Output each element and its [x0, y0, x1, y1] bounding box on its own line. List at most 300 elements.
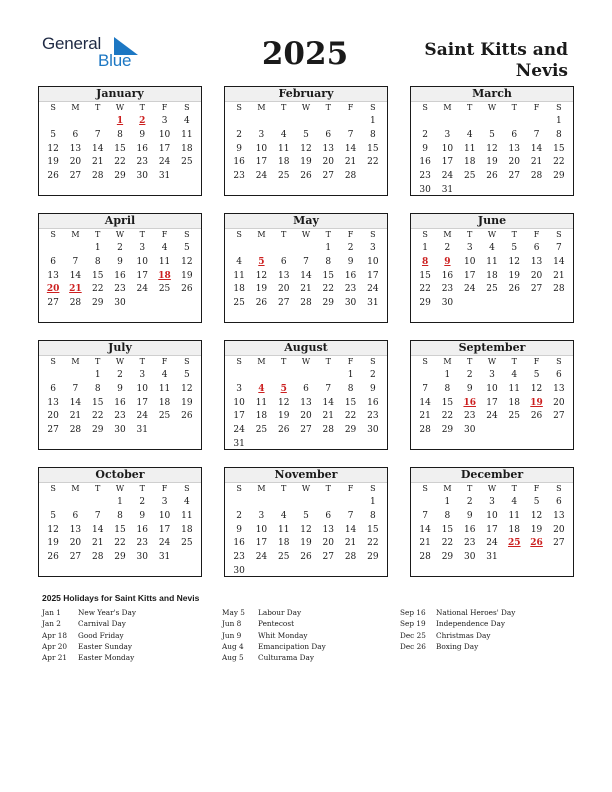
day-cell: 18 — [255, 411, 268, 422]
day-cell: 24 — [158, 157, 171, 168]
day-cell: 14 — [530, 143, 543, 154]
day-cell: 26 — [486, 171, 498, 182]
empty-day-cell — [459, 115, 481, 129]
holiday-day-cell: 25 — [508, 538, 521, 549]
empty-day-cell — [42, 115, 64, 129]
day-cell: 5 — [533, 497, 540, 507]
holiday-date: Jun 8 — [222, 619, 242, 629]
day-cell: 12 — [508, 256, 520, 267]
day-cell: 10 — [463, 256, 476, 267]
day-cell: 3 — [258, 129, 265, 140]
weekday-label: T — [467, 484, 473, 493]
empty-day-cell — [414, 496, 436, 510]
day-cell: 15 — [419, 270, 431, 281]
empty-day-cell — [525, 115, 547, 129]
day-cell: 4 — [183, 116, 190, 126]
day-cell: 1 — [444, 497, 451, 507]
day-cell: 30 — [136, 552, 148, 563]
day-cell: 5 — [303, 510, 309, 521]
weekday-label: W — [115, 357, 125, 366]
day-cell: 14 — [91, 524, 104, 535]
day-cell: 19 — [181, 270, 193, 281]
holiday-entry — [42, 607, 136, 618]
weekday-label: F — [161, 103, 168, 112]
day-cell: 30 — [114, 425, 126, 436]
day-cell: 19 — [300, 538, 312, 549]
day-cell: 15 — [114, 143, 126, 154]
day-cell: 1 — [94, 370, 101, 380]
weekday-label: S — [184, 484, 190, 493]
day-cell: 23 — [233, 171, 245, 182]
day-cell: 19 — [47, 538, 59, 549]
weekday-label: M — [71, 357, 80, 366]
day-cell: 4 — [280, 510, 287, 521]
day-cell: 16 — [344, 270, 357, 281]
weekday-label: S — [422, 484, 428, 493]
day-cell: 14 — [419, 397, 431, 408]
logo-text-blue: Blue — [98, 51, 132, 70]
weekday-label: W — [487, 484, 497, 493]
day-cell: 22 — [419, 284, 431, 295]
day-cell: 4 — [183, 497, 190, 507]
day-cell: 26 — [508, 284, 520, 295]
weekday-header — [225, 102, 387, 114]
weekday-label: T — [281, 484, 287, 493]
day-cell: 27 — [530, 284, 543, 295]
holiday-entry — [42, 652, 136, 663]
weekday-label: M — [443, 357, 452, 366]
day-cell: 21 — [419, 538, 431, 549]
day-cell: 1 — [117, 497, 123, 507]
day-cell: 24 — [158, 538, 171, 549]
day-cell: 9 — [347, 256, 354, 267]
weekday-label: T — [281, 103, 287, 112]
day-cell: 10 — [233, 397, 245, 408]
day-cell: 16 — [233, 538, 245, 549]
day-cell: 20 — [508, 157, 520, 168]
day-cell: 10 — [136, 383, 148, 394]
day-cell: 8 — [325, 256, 332, 267]
weekday-label: S — [184, 103, 190, 112]
day-cell: 6 — [280, 256, 287, 267]
day-cell: 13 — [69, 524, 82, 535]
holiday-column — [42, 607, 136, 663]
day-cell: 4 — [466, 129, 473, 140]
day-cell: 19 — [486, 157, 498, 168]
day-cell: 4 — [489, 243, 495, 253]
day-cell: 10 — [486, 383, 498, 394]
day-cell: 18 — [158, 397, 171, 408]
weekday-label: S — [556, 484, 562, 493]
day-cell: 8 — [369, 510, 376, 521]
weekday-label: T — [511, 484, 517, 493]
day-cell: 17 — [136, 270, 148, 281]
empty-day-cell — [42, 369, 64, 383]
weekday-label: T — [139, 357, 145, 366]
day-cell: 1 — [444, 370, 451, 380]
day-cell: 21 — [91, 538, 104, 549]
empty-day-cell — [339, 115, 361, 129]
day-cell: 1 — [422, 243, 428, 253]
weekday-header — [411, 229, 573, 241]
day-cell: 6 — [325, 129, 332, 140]
holiday-date: Apr 18 — [42, 630, 68, 640]
day-cell: 8 — [117, 129, 123, 140]
day-cell: 4 — [511, 497, 518, 507]
day-cell: 23 — [441, 284, 454, 295]
empty-day-cell — [273, 115, 295, 129]
day-cell: 22 — [114, 538, 126, 549]
weekday-label: T — [325, 230, 331, 239]
day-cell: 27 — [508, 171, 520, 182]
weekday-label: M — [257, 230, 266, 239]
day-cell: 13 — [553, 510, 565, 521]
month-september — [410, 340, 574, 450]
day-cell: 19 — [47, 157, 59, 168]
country-name: Saint Kitts and Nevis — [424, 40, 568, 81]
day-cell: 24 — [136, 411, 148, 422]
day-cell: 22 — [91, 411, 104, 422]
month-june — [410, 213, 574, 323]
day-cell: 27 — [322, 171, 334, 182]
day-grid — [39, 495, 201, 565]
holiday-entry — [42, 618, 136, 629]
day-cell: 21 — [322, 411, 334, 422]
day-cell: 29 — [114, 552, 126, 563]
day-cell: 26 — [277, 425, 290, 436]
day-cell: 26 — [181, 411, 193, 422]
day-cell: 11 — [508, 383, 520, 394]
day-cell: 24 — [486, 411, 498, 422]
page-title-year: 2025 — [261, 36, 349, 72]
day-cell: 19 — [530, 524, 543, 535]
holiday-day-cell: 2 — [139, 116, 146, 126]
day-cell: 7 — [94, 129, 101, 140]
day-cell: 9 — [466, 510, 473, 521]
day-cell: 14 — [344, 524, 357, 535]
weekday-label: S — [370, 230, 376, 239]
month-name: July — [39, 341, 201, 356]
weekday-label: W — [487, 103, 497, 112]
day-cell: 29 — [91, 298, 104, 309]
day-cell: 4 — [280, 129, 287, 140]
weekday-label: T — [95, 103, 101, 112]
day-cell: 1 — [325, 243, 332, 253]
day-cell: 24 — [136, 284, 148, 295]
weekday-label: M — [257, 103, 266, 112]
day-cell: 3 — [161, 497, 168, 507]
day-cell: 2 — [466, 370, 473, 380]
day-cell: 16 — [463, 524, 476, 535]
empty-day-cell — [64, 496, 86, 510]
weekday-label: W — [115, 230, 125, 239]
empty-day-cell — [414, 115, 436, 129]
weekday-label: W — [115, 103, 125, 112]
day-cell: 16 — [136, 524, 148, 535]
day-cell: 2 — [117, 243, 123, 253]
day-cell: 11 — [277, 524, 290, 535]
holiday-name: New Year's Day — [78, 608, 137, 617]
day-grid — [225, 495, 387, 579]
day-cell: 11 — [158, 383, 171, 394]
day-cell: 18 — [508, 397, 520, 408]
day-cell: 7 — [325, 383, 332, 394]
day-cell: 14 — [553, 256, 565, 267]
day-cell: 11 — [233, 270, 245, 281]
month-april — [38, 213, 202, 323]
day-cell: 14 — [419, 524, 431, 535]
day-cell: 7 — [347, 510, 354, 521]
day-cell: 12 — [530, 383, 543, 394]
holiday-day-cell: 26 — [530, 538, 543, 549]
day-cell: 17 — [255, 157, 268, 168]
day-cell: 12 — [47, 524, 59, 535]
weekday-label: T — [325, 357, 331, 366]
holiday-entry — [400, 630, 515, 641]
weekday-label: T — [139, 103, 145, 112]
day-cell: 28 — [69, 425, 82, 436]
day-cell: 9 — [139, 510, 146, 521]
month-name: October — [39, 468, 201, 483]
day-cell: 7 — [347, 129, 354, 140]
day-cell: 16 — [114, 270, 126, 281]
day-cell: 22 — [91, 284, 104, 295]
day-cell: 10 — [158, 510, 171, 521]
day-cell: 6 — [555, 370, 562, 380]
day-cell: 8 — [117, 510, 123, 521]
day-cell: 5 — [50, 510, 56, 521]
day-cell: 11 — [277, 143, 290, 154]
day-cell: 26 — [300, 171, 312, 182]
day-cell: 12 — [255, 270, 268, 281]
day-cell: 13 — [69, 143, 82, 154]
weekday-label: T — [281, 230, 287, 239]
day-cell: 24 — [441, 171, 454, 182]
month-october — [38, 467, 202, 577]
day-cell: 28 — [69, 298, 82, 309]
holiday-entry — [400, 641, 515, 652]
day-cell: 15 — [91, 270, 104, 281]
day-cell: 31 — [233, 438, 245, 449]
day-cell: 16 — [419, 157, 431, 168]
day-cell: 21 — [300, 284, 312, 295]
day-cell: 12 — [530, 510, 543, 521]
day-cell: 22 — [114, 157, 126, 168]
holiday-day-cell: 5 — [258, 256, 265, 267]
day-cell: 13 — [508, 143, 520, 154]
day-cell: 13 — [322, 524, 334, 535]
day-cell: 8 — [347, 383, 354, 394]
empty-day-cell — [87, 496, 109, 510]
holiday-date: Jan 1 — [42, 608, 61, 617]
day-cell: 8 — [94, 383, 101, 394]
day-cell: 3 — [466, 243, 473, 253]
day-cell: 29 — [322, 298, 334, 309]
weekday-label: T — [511, 230, 517, 239]
empty-day-cell — [64, 369, 86, 383]
day-cell: 2 — [236, 129, 242, 140]
holiday-name: Christmas Day — [436, 630, 491, 640]
weekday-label: S — [236, 484, 242, 493]
day-cell: 20 — [530, 270, 543, 281]
day-cell: 15 — [367, 524, 379, 535]
day-cell: 28 — [553, 284, 565, 295]
day-cell: 22 — [367, 157, 379, 168]
day-grid — [225, 241, 387, 311]
day-cell: 8 — [555, 129, 562, 140]
holiday-name: Good Friday — [78, 630, 124, 640]
day-cell: 13 — [277, 270, 290, 281]
day-cell: 10 — [158, 129, 171, 140]
day-cell: 22 — [441, 411, 454, 422]
weekday-label: T — [325, 103, 331, 112]
day-cell: 15 — [114, 524, 126, 535]
weekday-label: W — [301, 103, 311, 112]
holiday-day-cell: 5 — [280, 383, 287, 394]
day-cell: 28 — [419, 552, 431, 563]
day-cell: 4 — [161, 243, 168, 253]
month-name: September — [411, 341, 573, 356]
day-cell: 31 — [441, 184, 454, 195]
day-cell: 29 — [441, 552, 454, 563]
holiday-date: Sep 16 — [400, 608, 426, 617]
day-cell: 24 — [463, 284, 476, 295]
weekday-label: T — [139, 230, 145, 239]
day-cell: 18 — [277, 157, 290, 168]
month-name: November — [225, 468, 387, 483]
day-grid — [39, 241, 201, 311]
month-name: March — [411, 87, 573, 102]
holiday-date: Jun 9 — [222, 630, 242, 640]
day-cell: 6 — [303, 383, 309, 394]
weekday-label: F — [161, 484, 168, 493]
holiday-day-cell: 9 — [444, 256, 451, 267]
day-cell: 23 — [367, 411, 379, 422]
day-cell: 4 — [236, 256, 242, 267]
day-cell: 12 — [181, 383, 193, 394]
empty-day-cell — [228, 496, 250, 510]
day-cell: 3 — [258, 510, 265, 521]
day-cell: 1 — [369, 116, 376, 126]
day-cell: 29 — [114, 171, 126, 182]
day-cell: 23 — [463, 538, 476, 549]
day-cell: 15 — [322, 270, 334, 281]
holiday-entry — [400, 607, 515, 618]
day-cell: 29 — [91, 425, 104, 436]
day-cell: 10 — [486, 510, 498, 521]
day-cell: 29 — [441, 425, 454, 436]
weekday-label: S — [236, 357, 242, 366]
holiday-entry — [222, 607, 326, 618]
day-cell: 3 — [444, 129, 451, 140]
day-cell: 6 — [72, 510, 79, 521]
day-cell: 2 — [117, 370, 123, 380]
day-cell: 6 — [72, 129, 79, 140]
day-cell: 20 — [277, 284, 290, 295]
empty-day-cell — [64, 242, 86, 256]
empty-day-cell — [250, 496, 272, 510]
day-cell: 18 — [181, 524, 193, 535]
day-cell: 14 — [300, 270, 312, 281]
day-cell: 29 — [344, 425, 357, 436]
day-cell: 7 — [555, 243, 562, 253]
weekday-label: S — [370, 484, 376, 493]
day-cell: 17 — [233, 411, 245, 422]
holiday-name: Labour Day — [258, 608, 302, 617]
day-cell: 26 — [300, 552, 312, 563]
day-cell: 29 — [419, 298, 431, 309]
day-cell: 14 — [344, 143, 357, 154]
weekday-header — [411, 483, 573, 495]
day-cell: 7 — [72, 383, 79, 394]
empty-day-cell — [503, 115, 525, 129]
weekday-label: M — [71, 484, 80, 493]
day-cell: 17 — [158, 143, 171, 154]
day-cell: 20 — [322, 157, 334, 168]
day-cell: 7 — [94, 510, 101, 521]
day-cell: 28 — [344, 171, 357, 182]
weekday-label: F — [347, 103, 354, 112]
weekday-header — [39, 483, 201, 495]
day-cell: 22 — [367, 538, 379, 549]
day-cell: 27 — [300, 425, 312, 436]
day-cell: 18 — [277, 538, 290, 549]
weekday-label: F — [347, 230, 354, 239]
weekday-label: T — [511, 357, 517, 366]
holiday-entry — [222, 630, 326, 641]
day-cell: 2 — [422, 129, 428, 140]
day-cell: 27 — [69, 552, 82, 563]
day-cell: 12 — [277, 397, 290, 408]
day-cell: 31 — [367, 298, 379, 309]
holiday-column — [400, 607, 515, 652]
day-cell: 6 — [50, 383, 56, 394]
month-name: December — [411, 468, 573, 483]
weekday-label: M — [443, 484, 452, 493]
empty-day-cell — [295, 242, 317, 256]
day-cell: 17 — [486, 397, 498, 408]
weekday-label: M — [71, 230, 80, 239]
day-cell: 10 — [255, 524, 268, 535]
weekday-label: M — [257, 357, 266, 366]
day-cell: 30 — [419, 184, 431, 195]
day-cell: 9 — [466, 383, 473, 394]
day-cell: 6 — [533, 243, 540, 253]
day-grid — [225, 368, 387, 452]
month-july — [38, 340, 202, 450]
empty-day-cell — [295, 115, 317, 129]
holiday-name: Whit Monday — [258, 630, 308, 640]
day-cell: 20 — [553, 397, 565, 408]
day-cell: 29 — [367, 552, 379, 563]
day-cell: 6 — [325, 510, 332, 521]
day-cell: 2 — [369, 370, 376, 380]
day-cell: 10 — [367, 256, 379, 267]
day-grid — [411, 241, 573, 311]
day-cell: 26 — [255, 298, 268, 309]
weekday-label: W — [301, 230, 311, 239]
weekday-label: S — [184, 357, 190, 366]
weekday-label: F — [533, 103, 540, 112]
day-cell: 23 — [419, 171, 431, 182]
day-cell: 3 — [139, 243, 146, 253]
day-cell: 3 — [369, 243, 376, 253]
holiday-name: Culturama Day — [258, 653, 314, 663]
day-cell: 22 — [322, 284, 334, 295]
day-cell: 14 — [91, 143, 104, 154]
day-cell: 31 — [136, 425, 148, 436]
empty-day-cell — [317, 496, 339, 510]
